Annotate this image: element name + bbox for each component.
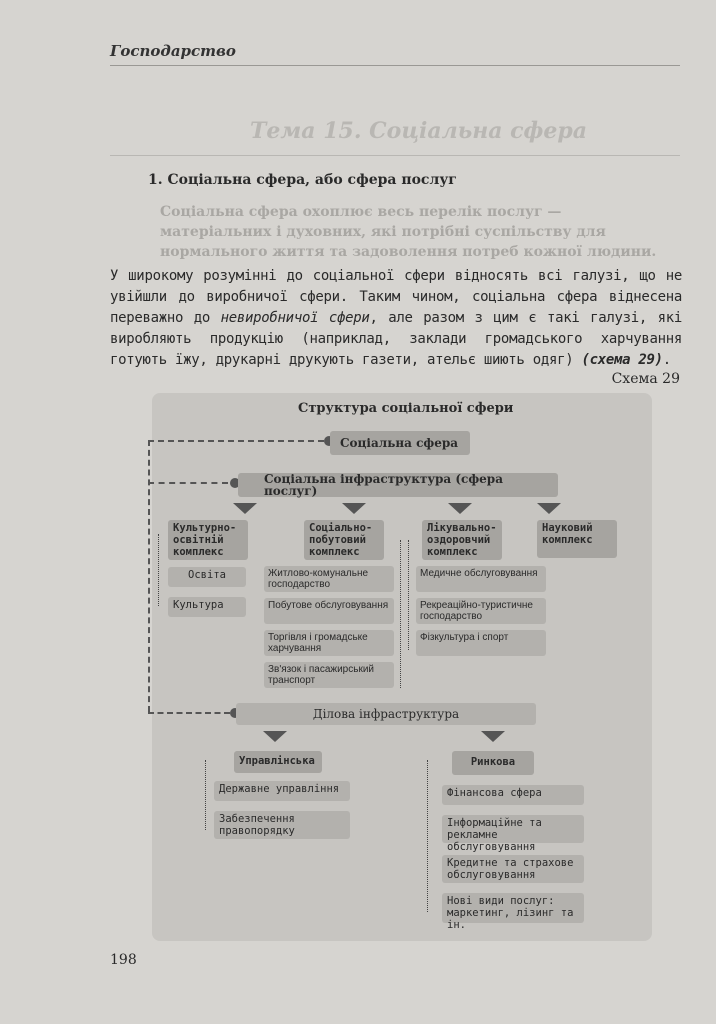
item-transport: Зв'язок і пасажирський транспорт [264,662,394,688]
body-paragraph [110,266,682,371]
schema-label: Схема 29 [611,371,680,387]
complex-health: Лікувально-оздоровчий комплекс [422,520,502,560]
complex-household: Соціально-побутовий комплекс [304,520,384,560]
node-business-infra: Ділова інфраструктура [236,703,536,725]
arrow-down-icon [342,503,366,514]
item-credit-insurance: Кредитне та страхове обслуговування [442,855,584,883]
arrow-down-icon [233,503,257,514]
item-medical: Медичне обслуговування [416,566,546,592]
item-advertising: Інформаційне та рекламне обслуговування [442,815,584,843]
section-heading: 1. Соціальна сфера, або сфера послуг [148,172,457,188]
para-text: , але разом з цим є такі галузі, які виробляють продукцію (наприклад, заклади громадського харчування готують їжу, друкарні друкують газети, ательє шиють одяг) [110,310,682,368]
node-management: Управлінська [234,751,322,773]
topic-title: Тема 15. Соціальна сфера [250,118,588,144]
page-number: 198 [110,952,137,968]
connector [400,540,401,688]
connector [158,534,159,606]
item-sport: Фізкультура і спорт [416,630,546,656]
schema-reference: (схема 29) [581,352,663,368]
item-finance: Фінансова сфера [442,785,584,805]
item-domestic-services: Побутове обслуговування [264,598,394,624]
node-root: Соціальна сфера [330,431,470,455]
arrow-down-icon [537,503,561,514]
item-trade: Торгівля і громадське харчування [264,630,394,656]
connector [148,440,150,712]
connector [148,440,324,442]
connector [205,760,206,830]
node-market: Ринкова [452,751,534,775]
arrow-down-icon [481,731,505,742]
household-items-column [264,566,394,688]
item-housing: Житлово-комунальне господарство [264,566,394,592]
connector [148,712,230,714]
connector [427,760,428,912]
topic-divider [110,155,680,156]
item-education: Освіта [168,567,246,587]
node-social-infra: Соціальна інфраструктура (сфера послуг) [238,473,558,497]
health-items-column [416,566,546,656]
arrow-down-icon [263,731,287,742]
complex-science: Науковий комплекс [537,520,617,558]
arrow-down-icon [448,503,472,514]
para-text: . [662,352,671,368]
diagram-title: Структура соціальної сфери [298,401,514,416]
para-italic: невиробничої сфери [220,310,370,326]
item-law-enforcement: Забезпечення правопорядку [214,811,350,839]
header-divider [110,65,680,66]
complex-cultural: Культурно-освітній комплекс [168,520,248,560]
item-state-management: Державне управління [214,781,350,801]
item-new-services: Нові види послуг: маркетинг, лізинг та ін. [442,893,584,923]
definition-text: Соціальна сфера охоплює весь перелік послуг — матеріальних і духовних, які потрібні суспільству для нормального життя та задоволення потреб кожної людини. [160,204,657,260]
connector [148,482,228,484]
para-text: У широкому розумінні до соціальної сфери відносять всі галузі, що не увійшли до виробничої сфери. Таким чином, соціальна сфера віднесена переважно до [110,268,682,326]
item-recreation: Рекреаційно-туристичне господарство [416,598,546,624]
running-title: Господарство [110,42,236,60]
item-culture: Культура [168,597,246,617]
connector [408,540,409,650]
